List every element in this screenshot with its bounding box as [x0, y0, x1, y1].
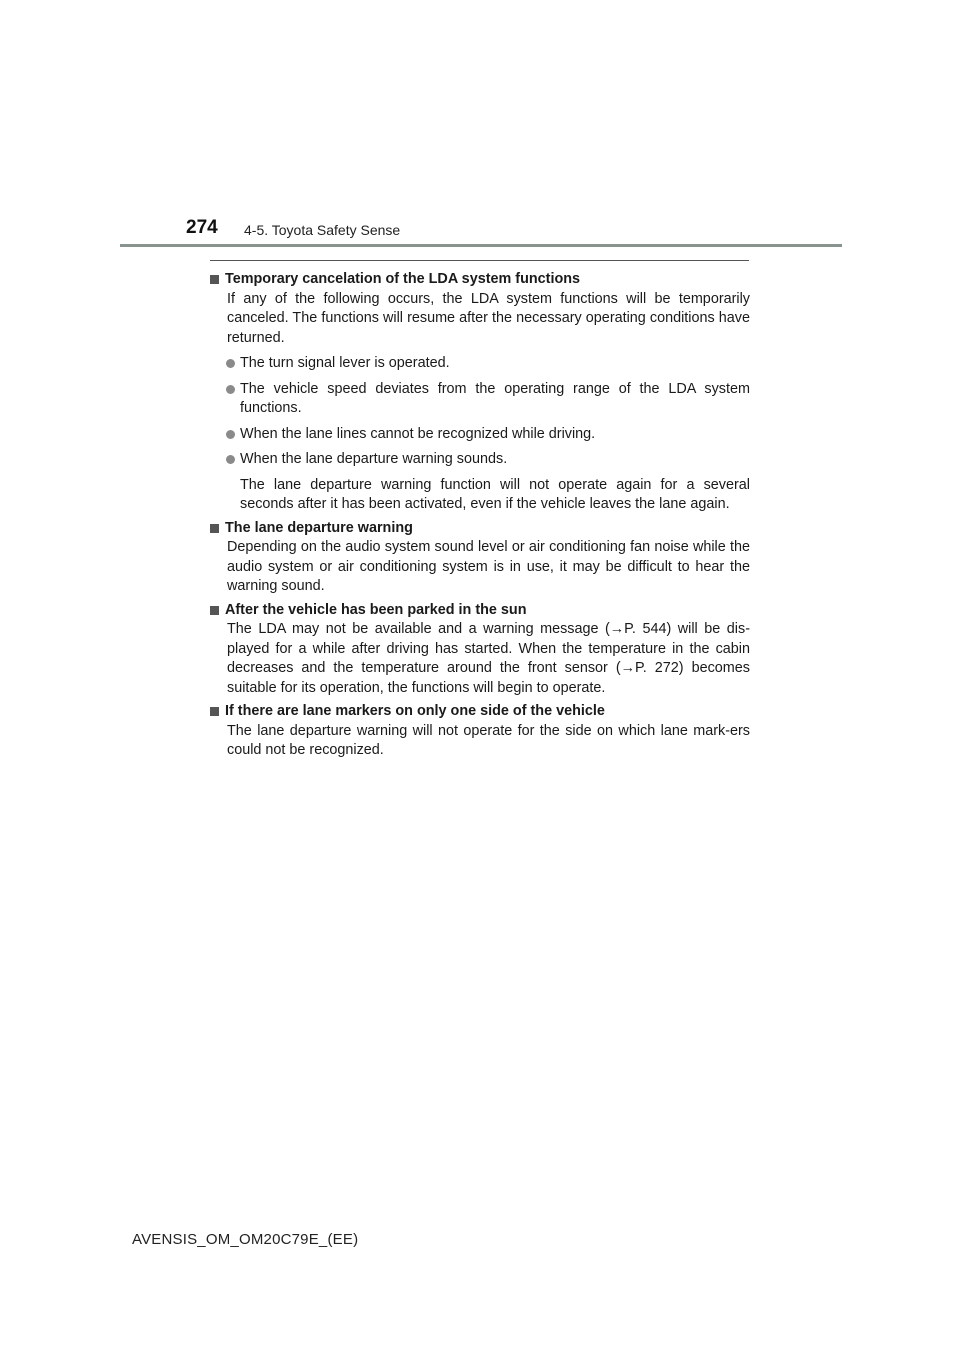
- topic-heading: If there are lane markers on only one side of the vehicle: [225, 703, 605, 719]
- circle-bullet-icon: [226, 455, 235, 464]
- square-bullet-icon: [210, 275, 219, 284]
- topic-paragraph: The lane departure warning will not operate for the side on which lane mark-ers could not be recognized.: [227, 722, 750, 758]
- circle-bullet-icon: [226, 359, 235, 368]
- square-bullet-icon: [210, 606, 219, 615]
- topic-one-side-markers: [210, 702, 750, 761]
- list-item: The vehicle speed deviates from the operating range of the LDA system functions.: [226, 380, 750, 419]
- list-item: The turn signal lever is operated.: [226, 354, 750, 374]
- topic-lane-departure-warning: [210, 519, 750, 597]
- topic-parked-in-sun: [210, 601, 750, 699]
- topic-temporary-cancelation: [210, 270, 750, 515]
- topic-heading: The lane departure warning: [225, 519, 413, 536]
- list-item: When the lane departure warning sounds.: [226, 450, 750, 470]
- topic-heading: Temporary cancelation of the LDA system functions: [225, 271, 581, 287]
- list-item-note: The lane departure warning function will not operate again for a several seconds after it has been activated, even if the vehicle leaves the lane again.: [240, 476, 750, 512]
- content-body: [210, 266, 750, 761]
- topic-paragraph: If any of the following occurs, the LDA system functions will be temporarily canceled. The functions will resume after the necessary operating conditions have returned.: [227, 290, 750, 346]
- circle-bullet-icon: [226, 385, 235, 394]
- square-bullet-icon: [210, 707, 219, 716]
- topic-heading: After the vehicle has been parked in the sun: [225, 601, 527, 618]
- document-id: AVENSIS_OM_OM20C79E_(EE): [132, 1231, 359, 1248]
- topic-paragraph: Depending on the audio system sound level or air conditioning fan noise while the audio system or air conditioning system is in use, it may be difficult to hear the warning sound.: [227, 539, 750, 594]
- topic-paragraph: The LDA may not be available and a warning message (→P. 544) will be dis-played for a while after driving has started. When the temperature in the cabin decreases and the temperature around the front sensor (→P. 272) becomes suitable for its operation, the functions will begin to operate.: [227, 621, 750, 696]
- circle-bullet-icon: [226, 430, 235, 439]
- section-title: 4-5. Toyota Safety Sense: [244, 222, 401, 238]
- page-number: 274: [186, 217, 218, 238]
- square-bullet-icon: [210, 524, 219, 533]
- list-item: When the lane lines cannot be recognized while driving.: [226, 425, 750, 445]
- section-divider: [210, 260, 749, 261]
- header-rule: [120, 244, 842, 247]
